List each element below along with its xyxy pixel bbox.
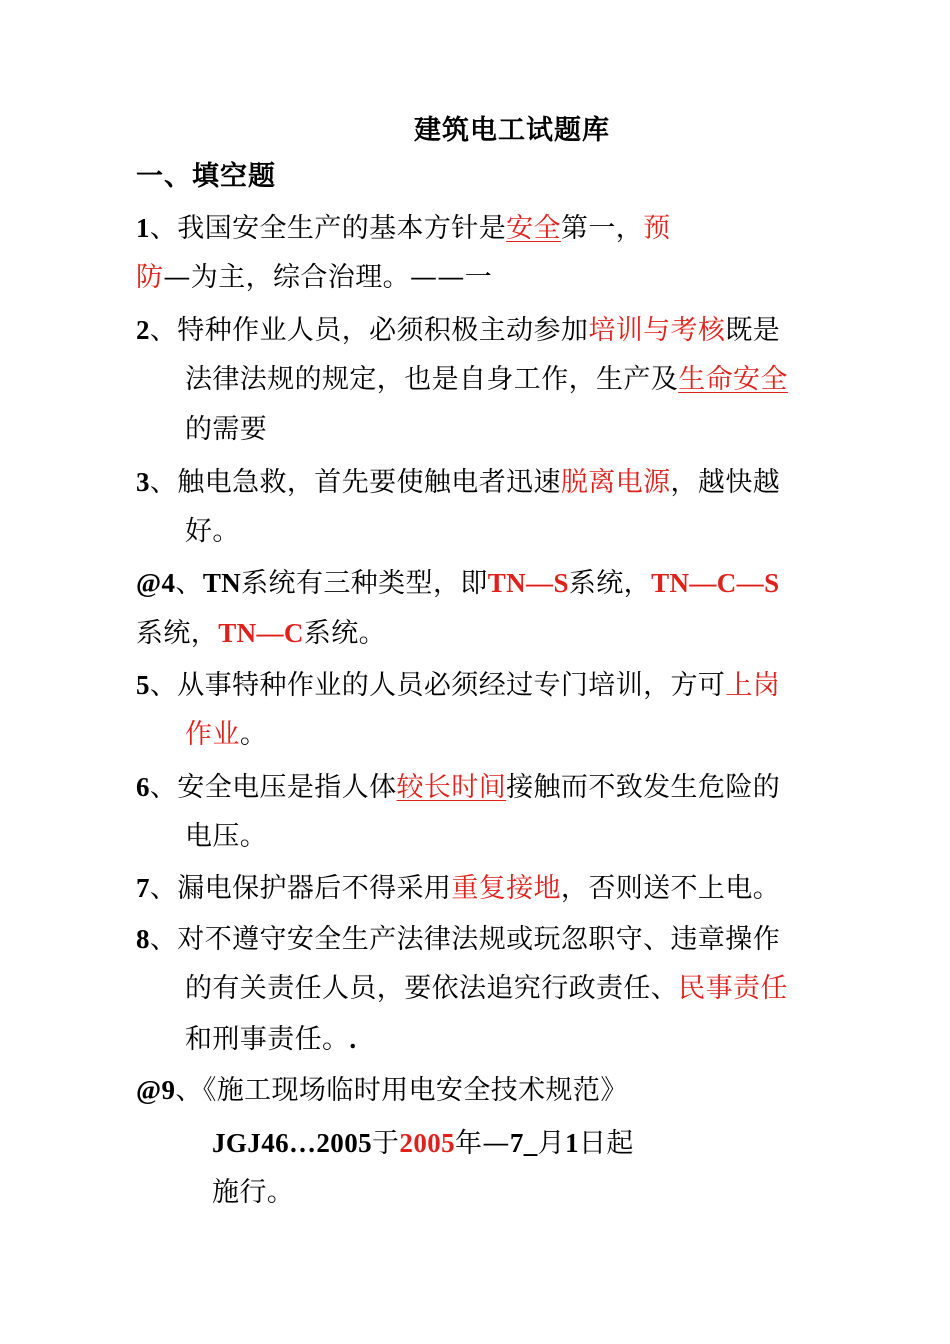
question-7-line-1: 7、漏电保护器后不得采用重复接地，否则送不上电。 xyxy=(136,873,781,904)
question-6-line-1: 6、安全电压是指人体较长时间接触而不致发生危险的 xyxy=(136,772,781,803)
question-5-line-2: 作业。 xyxy=(185,719,268,750)
question-6-line-2: 电压。 xyxy=(185,821,268,852)
answer-7: 重复接地 xyxy=(451,873,561,904)
answer-2b: 生命安全 xyxy=(678,364,788,395)
answer-6: 较长时间 xyxy=(396,772,507,803)
answer-1b: 预 xyxy=(643,213,671,244)
question-8-line-3: 和刑事责任。. xyxy=(185,1024,357,1055)
question-1-line-2: 防—为主，综合治理。——一 xyxy=(136,262,493,293)
question-9-line-3: 施行。 xyxy=(212,1177,295,1208)
question-4-line-2: 系统，TN—C系统。 xyxy=(136,618,387,649)
question-3-line-2: 好。 xyxy=(185,516,240,547)
answer-2a: 培训与考核 xyxy=(588,315,726,346)
answer-4a: TN—S xyxy=(487,568,569,598)
answer-5a: 上岗 xyxy=(725,670,781,701)
question-9-line-2: JGJ46…2005于2005年—7_月1日起 xyxy=(212,1128,634,1159)
question-4-line-1: @4、TN系统有三种类型，即TN—S系统，TN—C—S xyxy=(136,568,780,599)
question-8-line-2: 的有关责任人员，要依法追究行政责任、民事责任 xyxy=(185,973,788,1004)
question-2-line-2: 法律法规的规定，也是自身工作，生产及生命安全 xyxy=(185,364,788,395)
question-3-line-1: 3、触电急救，首先要使触电者迅速脱离电源，越快越 xyxy=(136,467,781,498)
question-8-line-1: 8、对不遵守安全生产法律法规或玩忽职守、违章操作 xyxy=(136,924,781,955)
question-1-line-1: 1、我国安全生产的基本方针是安全第一，预 xyxy=(136,213,671,244)
question-5-line-1: 5、从事特种作业的人员必须经过专门培训，方可上岗 xyxy=(136,670,781,701)
question-9-line-1: @9、《施工现场临时用电安全技术规范》 xyxy=(136,1075,628,1106)
answer-9: 2005 xyxy=(399,1128,456,1158)
question-2-line-1: 2、特种作业人员，必须积极主动参加培训与考核既是 xyxy=(136,315,781,346)
section-heading: 一、填空题 xyxy=(136,161,276,192)
answer-4b: TN—C—S xyxy=(651,568,780,598)
answer-1a: 安全 xyxy=(506,213,561,244)
page-title: 建筑电工试题库 xyxy=(414,115,610,146)
question-2-line-3: 的需要 xyxy=(185,414,268,445)
answer-5b: 作业 xyxy=(185,719,240,750)
answer-8: 民事责任 xyxy=(678,973,788,1004)
answer-3: 脱离电源 xyxy=(560,467,671,498)
answer-4c: TN—C xyxy=(218,618,304,648)
